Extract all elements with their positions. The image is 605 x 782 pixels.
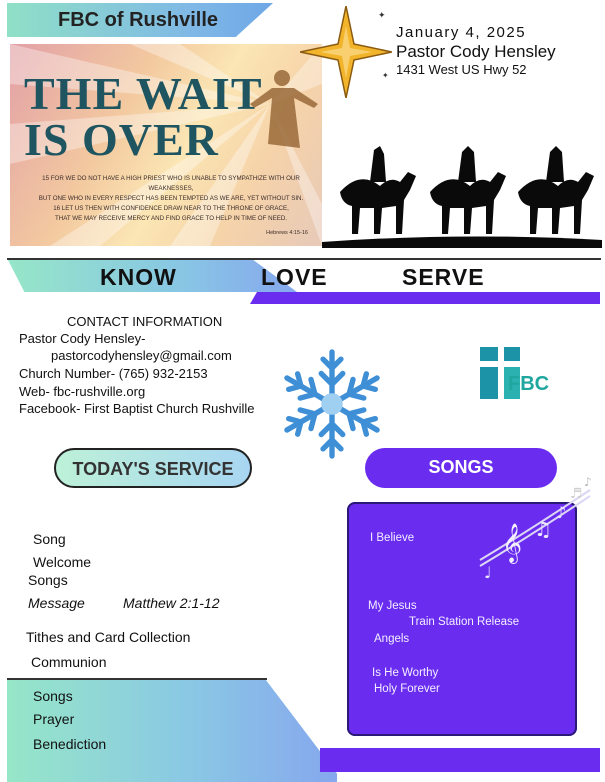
- verse-line: BUT ONE WHO IN EVERY RESPECT HAS BEEN TEMPTED AS WE ARE, YET WITHOUT SIN.: [38, 195, 304, 202]
- closing-item: Songs: [33, 688, 73, 704]
- contact-email[interactable]: pastorcodyhensley@gmail.com: [51, 348, 232, 363]
- contact-pastor: Pastor Cody Hensley-: [19, 331, 146, 346]
- song-item: Angels: [374, 633, 410, 645]
- svg-text:𝄞: 𝄞: [502, 523, 523, 563]
- svg-text:♩: ♩: [484, 563, 492, 582]
- service-item: Songs: [28, 572, 68, 588]
- motto-band-line: [7, 258, 601, 260]
- star-icon: [300, 6, 392, 98]
- contact-facebook[interactable]: Facebook- First Baptist Church Rushville: [19, 401, 255, 416]
- svg-text:♬: ♬: [570, 486, 583, 502]
- verse-line: 16 LET US THEN WITH CONFIDENCE DRAW NEAR TO THE THRONE OF GRACE,: [53, 205, 289, 212]
- closing-band-line: [7, 678, 267, 680]
- service-item: Message: [28, 595, 85, 611]
- hero-title-line2: IS OVER: [24, 114, 219, 165]
- motto-serve: SERVE: [402, 264, 485, 290]
- service-item: Tithes and Card Collection: [26, 629, 191, 645]
- verse-reference: Hebrews 4:15-16: [266, 230, 308, 236]
- hero-verse: [36, 174, 306, 224]
- svg-text:✦: ✦: [378, 10, 386, 20]
- svg-text:♪: ♪: [556, 503, 567, 522]
- contact-phone[interactable]: Church Number- (765) 932-2153: [19, 366, 208, 381]
- church-address: 1431 West US Hwy 52: [396, 62, 527, 77]
- service-item: Song: [33, 531, 66, 547]
- verse-line: 15 FOR WE DO NOT HAVE A HIGH PRIEST WHO IS UNABLE TO SYMPATHIZE WITH OUR WEAKNESSES,: [42, 175, 300, 192]
- hero-title-line1: THE WAIT: [24, 68, 263, 119]
- music-notes-icon: [470, 470, 600, 590]
- song-item: Is He Worthy: [372, 667, 439, 679]
- service-date: January 4, 2025: [396, 24, 527, 41]
- fbc-logo-text: FBC: [508, 373, 550, 395]
- hero-image: [10, 44, 322, 246]
- motto-band-right: [250, 292, 600, 304]
- closing-item: Benediction: [33, 736, 107, 752]
- svg-text:♪: ♪: [584, 475, 592, 489]
- todays-service-heading: [54, 448, 252, 488]
- closing-band-right: [320, 748, 600, 772]
- svg-text:♫: ♫: [534, 517, 552, 541]
- song-item: Train Station Release: [409, 616, 520, 628]
- song-item: I Believe: [370, 532, 415, 544]
- snowflake-icon: [278, 343, 386, 465]
- song-item: Holy Forever: [374, 683, 440, 695]
- motto-know: KNOW: [100, 264, 177, 290]
- pastor-name: Pastor Cody Hensley: [396, 42, 556, 61]
- verse-line: THAT WE MAY RECEIVE MERCY AND FIND GRACE TO HELP IN TIME OF NEED.: [54, 215, 288, 222]
- svg-text:✦: ✦: [382, 71, 389, 80]
- service-item: Welcome: [33, 554, 92, 570]
- scripture-reference: Matthew 2:1-12: [123, 595, 220, 611]
- songs-label: SONGS: [428, 457, 494, 477]
- contact-heading: CONTACT INFORMATION: [67, 314, 223, 329]
- todays-service-label: TODAY'S SERVICE: [72, 459, 234, 479]
- contact-web[interactable]: Web- fbc-rushville.org: [19, 384, 146, 399]
- fbc-logo: [480, 347, 554, 399]
- wise-men-camels-icon: [322, 142, 602, 248]
- closing-item: Prayer: [33, 711, 75, 727]
- church-name: FBC of Rushville: [58, 9, 219, 31]
- song-item: My Jesus: [368, 600, 417, 612]
- motto-love: LOVE: [261, 264, 328, 290]
- service-item: Communion: [31, 654, 107, 670]
